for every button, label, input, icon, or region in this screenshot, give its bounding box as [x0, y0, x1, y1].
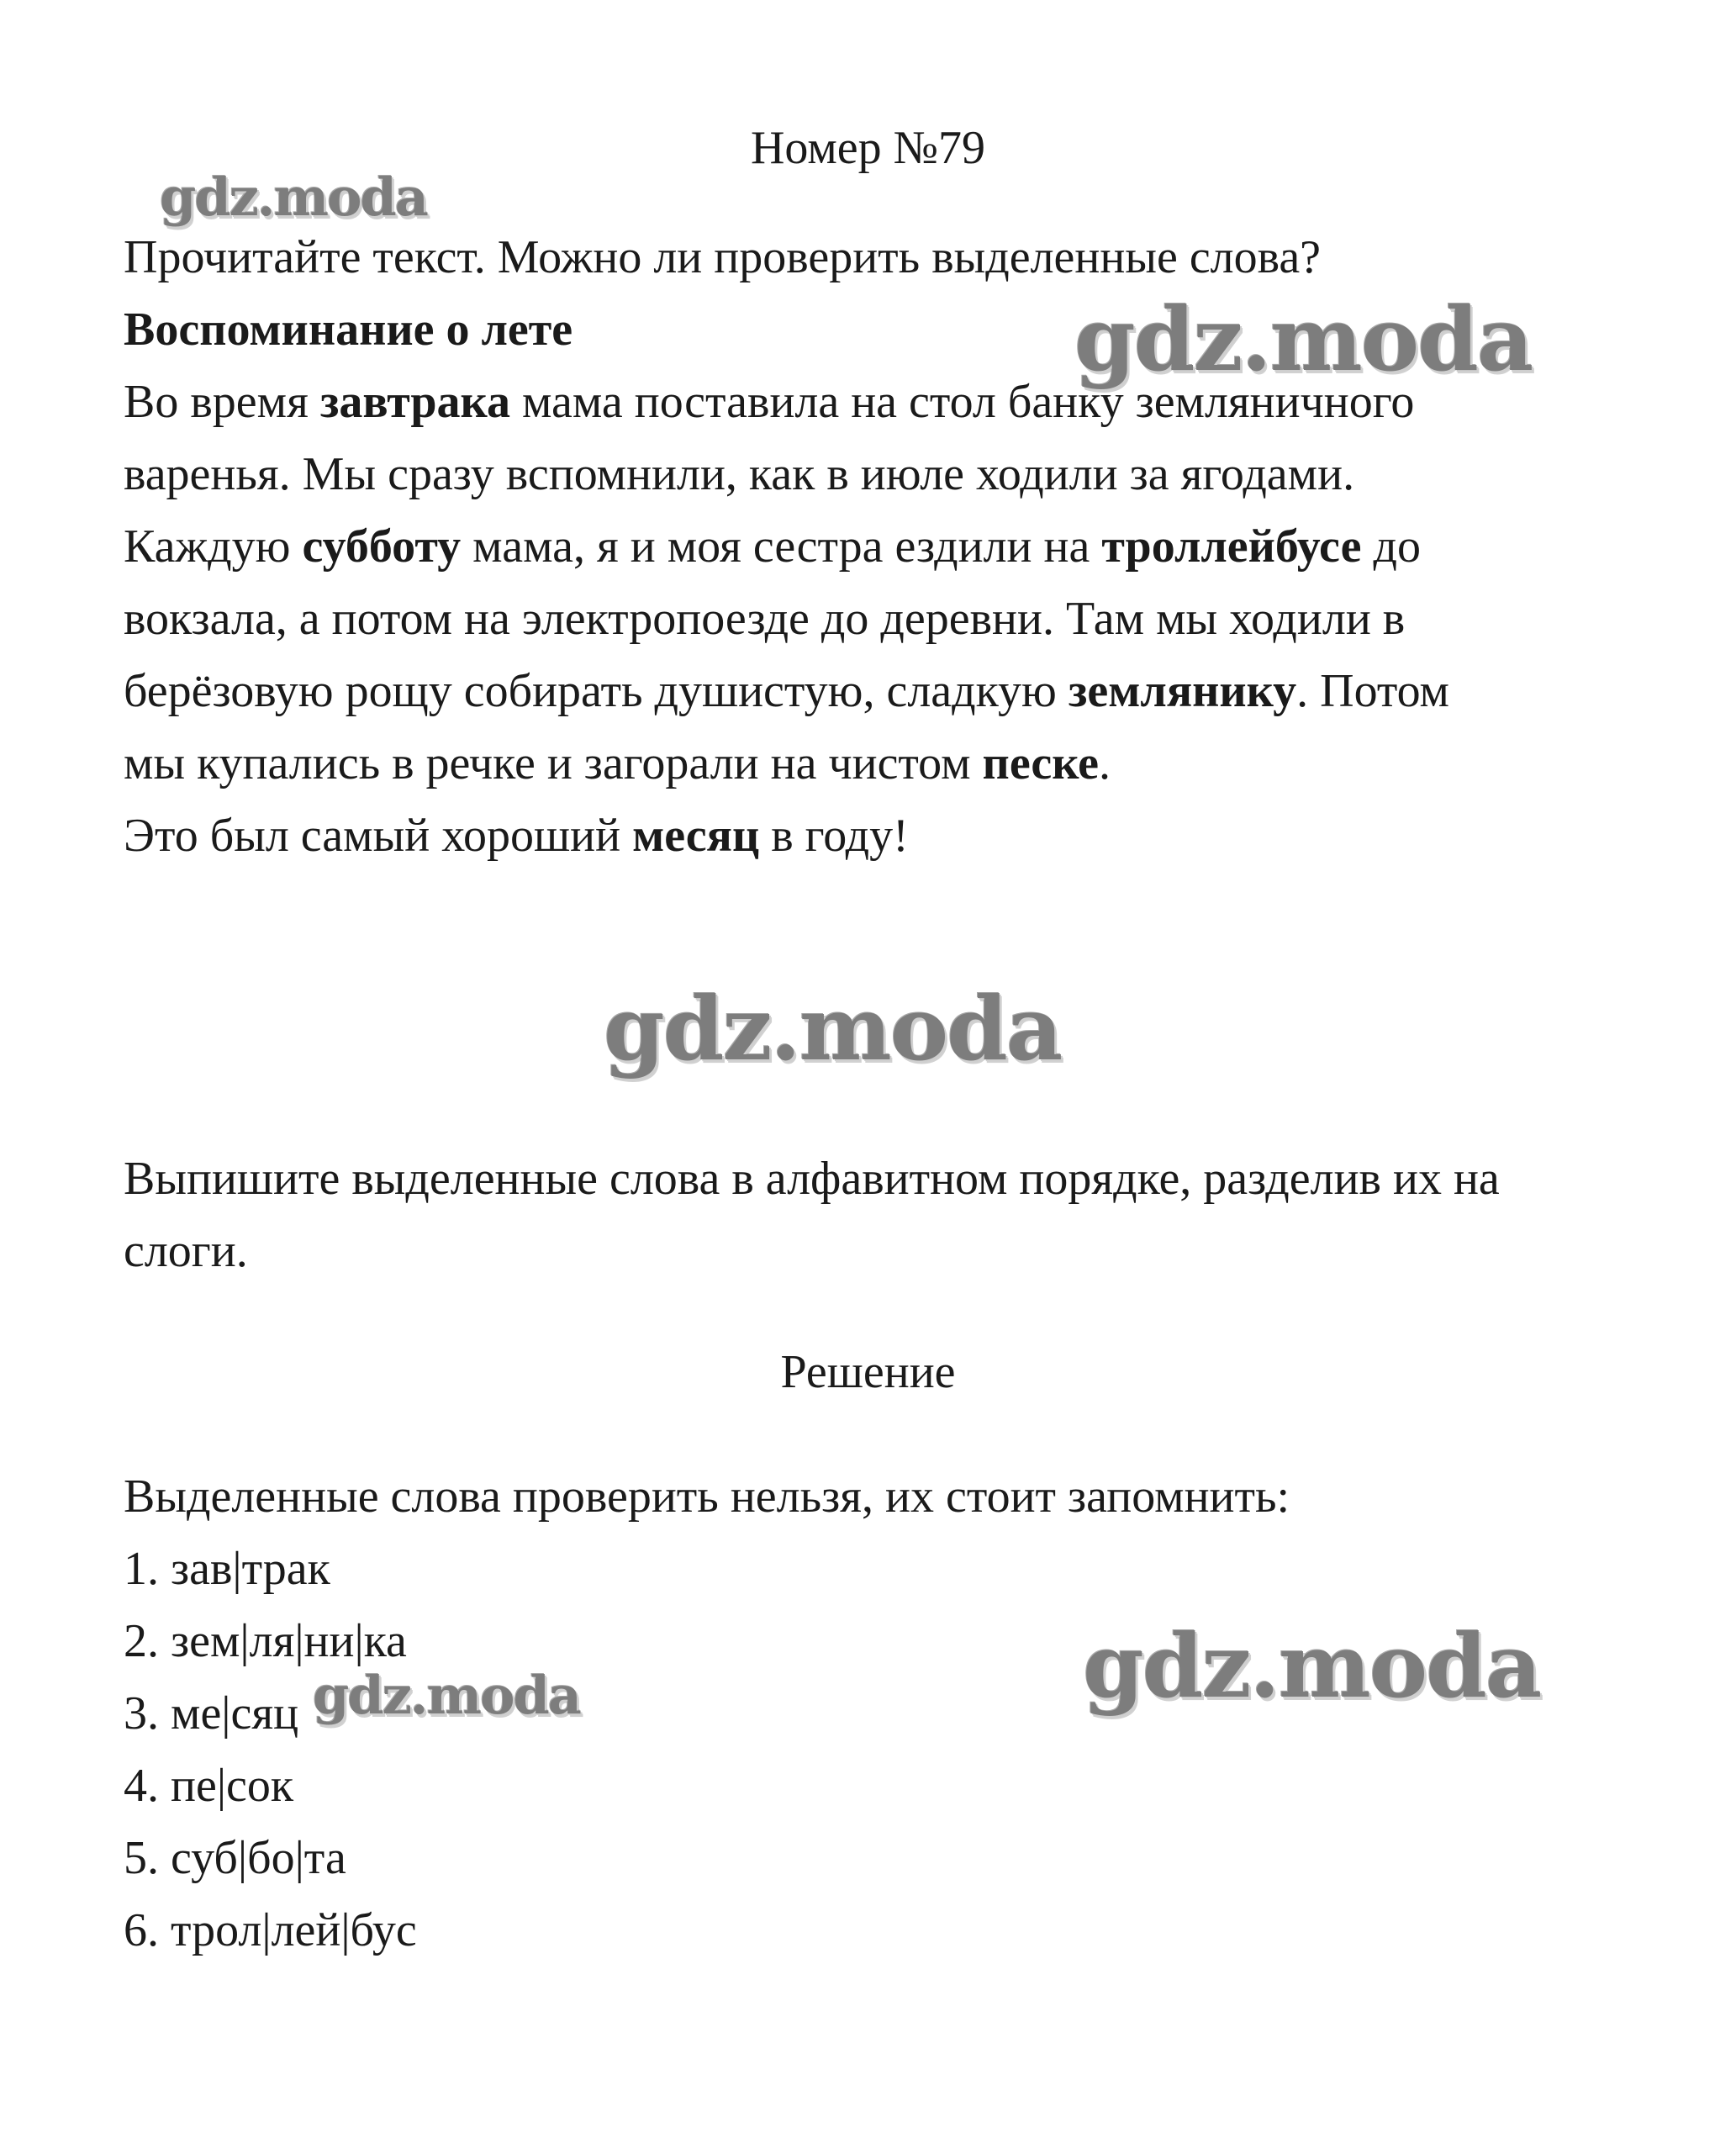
solution-intro: Выделенные слова проверить нельзя, их стоит запомнить:	[124, 1470, 1290, 1523]
text-segment: Это был самый хороший	[124, 810, 633, 862]
text-line	[124, 665, 1449, 717]
text-segment: . Потом	[1296, 665, 1449, 717]
text-heading: Воспоминание о лете	[124, 304, 573, 356]
task-instruction-line: слоги.	[124, 1225, 248, 1277]
text-segment: мы купались в речке и загорали на чистом	[124, 737, 983, 789]
text-line	[124, 448, 1355, 500]
text-segment: вокзала, а потом на электропоезде до деревни. Там мы ходили в	[124, 593, 1406, 645]
highlighted-word: песке	[982, 737, 1099, 789]
text-segment: берёзовую рощу собирать душистую, сладкую	[124, 665, 1069, 717]
highlighted-word: субботу	[302, 520, 462, 573]
highlighted-word: завтрака	[319, 376, 510, 428]
watermark: gdz.moda	[313, 1665, 580, 1726]
page-title: Номер №79	[750, 122, 986, 174]
text-line	[124, 737, 1111, 789]
text-segment: варенья. Мы сразу вспомнили, как в июле ходили за ягодами.	[124, 448, 1355, 500]
list-item: 6. трол|лей|бус	[124, 1904, 417, 1956]
highlighted-word: месяц	[632, 810, 760, 862]
solution-heading: Решение	[780, 1346, 956, 1398]
highlighted-word: троллейбусе	[1101, 520, 1362, 573]
list-item: 5. суб|бо|та	[124, 1832, 346, 1884]
text-segment: в году!	[759, 810, 909, 862]
text-segment: Каждую	[124, 520, 303, 573]
list-item: 4. пе|сок	[124, 1760, 294, 1812]
text-segment: Во время	[124, 376, 320, 428]
task-question: Прочитайте текст. Можно ли проверить выделенные слова?	[124, 231, 1322, 283]
text-line	[124, 593, 1406, 645]
task-instruction-line: Выпишите выделенные слова в алфавитном порядке, разделив их на	[124, 1153, 1500, 1205]
list-item: 3. ме|сяц	[124, 1687, 299, 1740]
watermark: gdz.moda	[1074, 288, 1533, 391]
list-item: 2. зем|ля|ни|ка	[124, 1615, 407, 1667]
text-segment: до	[1361, 520, 1421, 573]
text-segment: мама, я и моя сестра ездили на	[461, 520, 1102, 573]
watermark: gdz.moda	[1083, 1614, 1541, 1718]
list-item: 1. зав|трак	[124, 1543, 330, 1595]
watermark: gdz.moda	[160, 166, 427, 228]
highlighted-word: землянику	[1068, 665, 1297, 717]
watermark: gdz.moda	[604, 977, 1062, 1080]
text-segment: .	[1098, 737, 1111, 789]
text-line	[124, 520, 1421, 573]
text-segment: мама поставила на стол банку земляничного	[509, 376, 1415, 428]
text-line	[124, 810, 909, 862]
